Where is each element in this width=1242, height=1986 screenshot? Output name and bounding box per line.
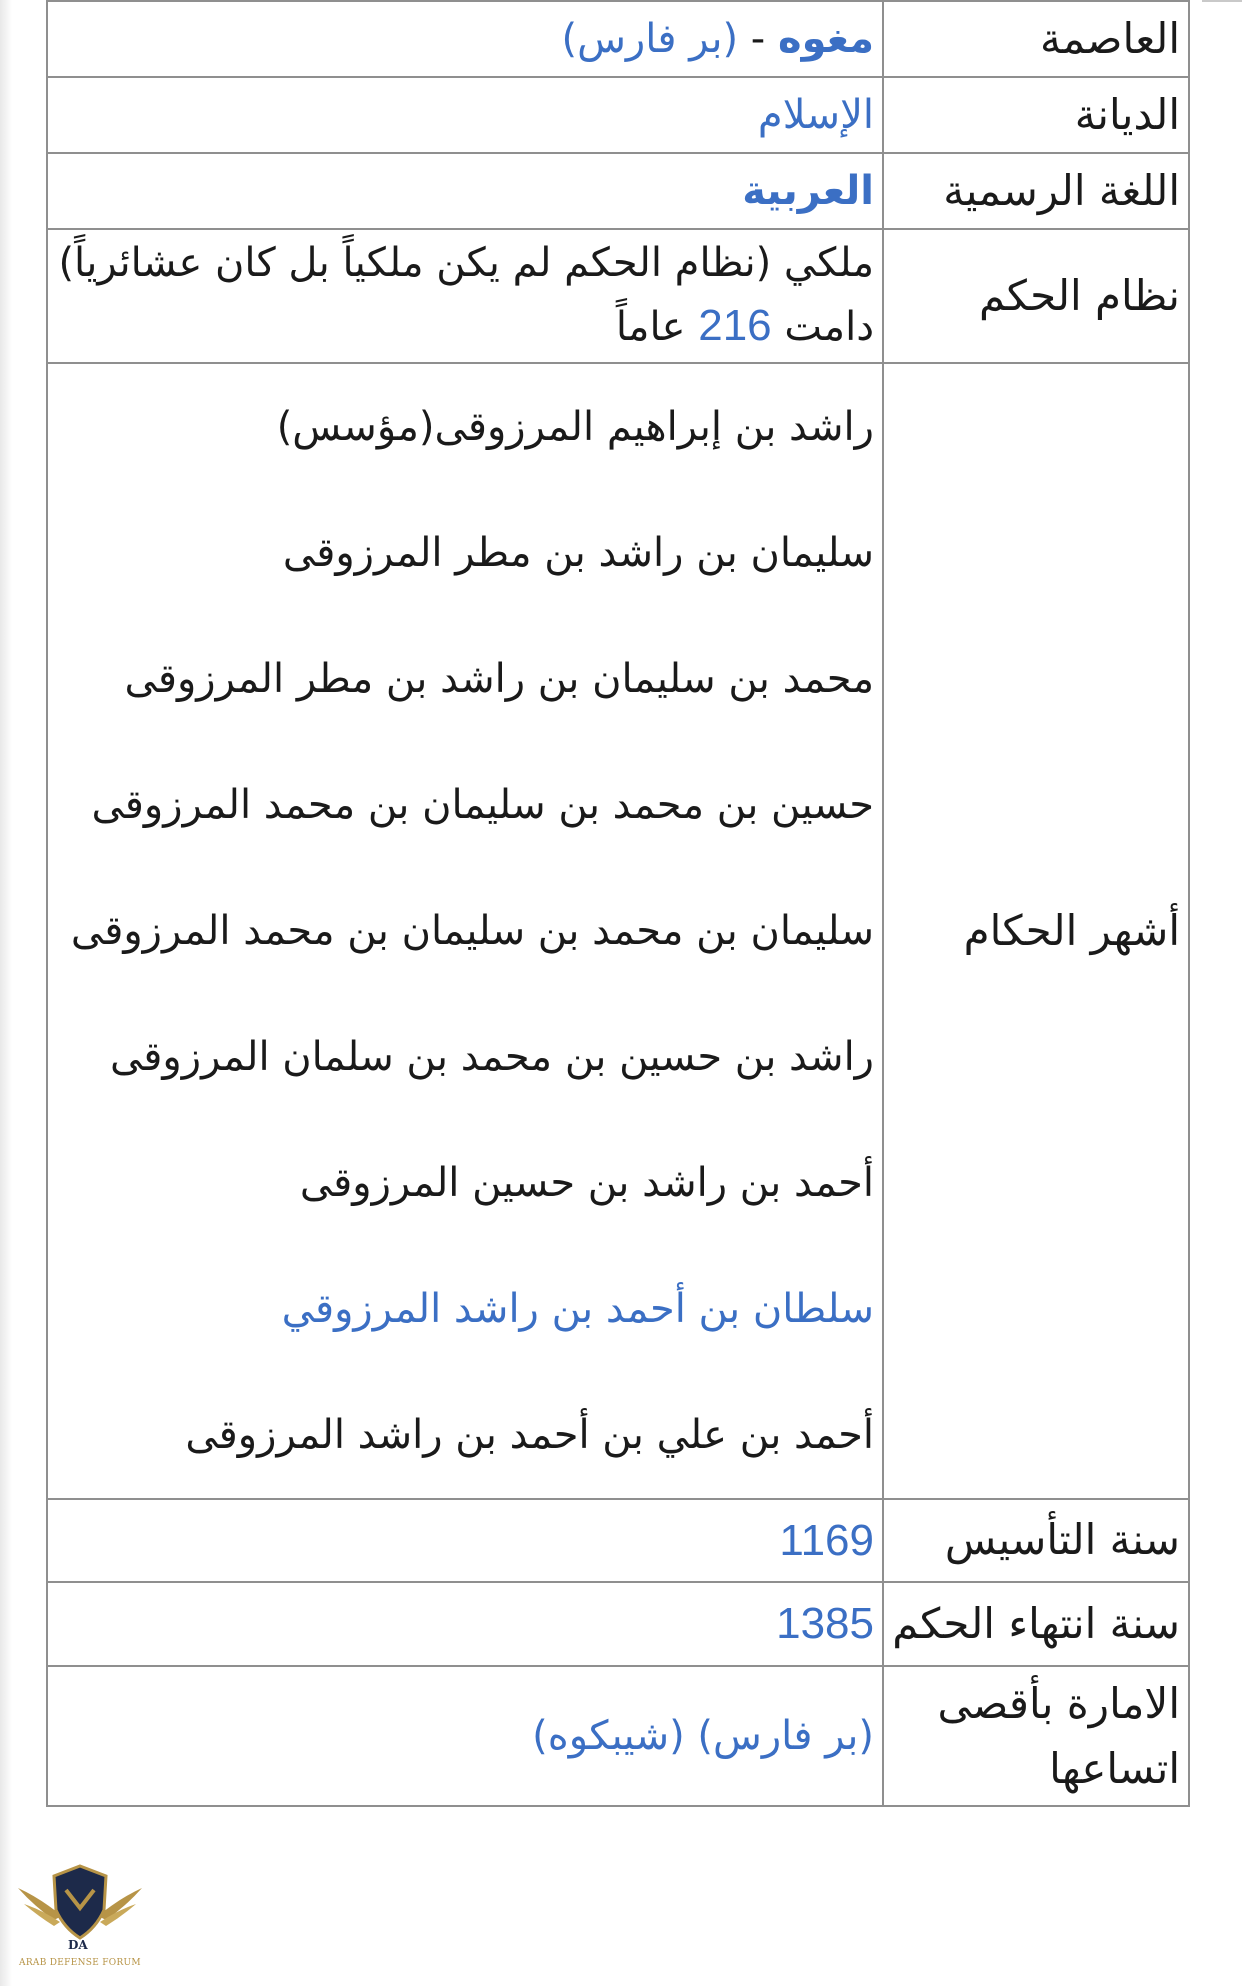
- row-language: [47, 153, 1189, 229]
- watermark-logo: [10, 1858, 150, 1976]
- label-capital: العاصمة: [883, 1, 1189, 77]
- ruler-item: حسين بن محمد بن سليمان بن محمد المرزوقى: [91, 782, 874, 828]
- row-founded: [47, 1499, 1189, 1582]
- religion-link[interactable]: الإسلام: [757, 92, 874, 138]
- page-left-edge: [0, 0, 12, 1986]
- label-ended: سنة انتهاء الحكم: [883, 1582, 1189, 1665]
- top-right-edge: [1202, 0, 1242, 12]
- infobox-table: [46, 0, 1190, 1807]
- value-rulers: [47, 363, 883, 1499]
- value-religion: [47, 77, 883, 153]
- government-duration-suffix: عاماً: [615, 304, 699, 350]
- row-rulers: [47, 363, 1189, 1499]
- label-extent-line2: اتساعها: [1049, 1743, 1180, 1793]
- ruler-item: سليمان بن محمد بن سليمان بن محمد المرزوقى: [70, 908, 874, 954]
- ruler-item: سليمان بن راشد بن مطر المرزوقى: [282, 530, 874, 576]
- extent-link[interactable]: (بر فارس) (شيبكوه): [532, 1712, 874, 1759]
- label-founded: سنة التأسيس: [883, 1499, 1189, 1582]
- watermark-badge: DA: [68, 1938, 88, 1952]
- ruler-item: أحمد بن راشد بن حسين المرزوقى: [299, 1160, 874, 1206]
- row-capital: [47, 1, 1189, 77]
- label-government: نظام الحكم: [883, 229, 1189, 363]
- watermark-caption: ARAB DEFENSE FORUM: [19, 1958, 141, 1968]
- government-duration-link[interactable]: 216: [698, 301, 772, 350]
- value-government: [47, 229, 883, 363]
- ruler-item: راشد بن حسين بن محمد بن سلمان المرزوقى: [109, 1034, 874, 1080]
- row-government: [47, 229, 1189, 363]
- label-language: اللغة الرسمية: [883, 153, 1189, 229]
- language-link[interactable]: العربية: [742, 168, 874, 214]
- label-religion: الديانة: [883, 77, 1189, 153]
- founded-year-link[interactable]: 1169: [779, 1516, 874, 1565]
- ruler-item: أحمد بن علي بن أحمد بن راشد المرزوقى: [185, 1412, 874, 1458]
- value-capital: [47, 1, 883, 77]
- value-ended: [47, 1582, 883, 1665]
- value-extent: [47, 1666, 883, 1806]
- government-line2: [60, 293, 874, 359]
- government-duration-prefix: دامت: [771, 304, 874, 350]
- label-rulers: أشهر الحكام: [883, 363, 1189, 1499]
- row-extent: [47, 1666, 1189, 1806]
- value-founded: [47, 1499, 883, 1582]
- ruler-item: راشد بن إبراهيم المرزوقى(مؤسس): [276, 404, 874, 450]
- ruler-item: محمد بن سليمان بن راشد بن مطر المرزوقى: [124, 656, 874, 702]
- value-language: [47, 153, 883, 229]
- ruler-item-link[interactable]: سلطان بن أحمد بن راشد المرزوقي: [281, 1286, 874, 1332]
- label-extent-line1: الامارة بأقصى: [937, 1678, 1180, 1728]
- row-religion: [47, 77, 1189, 153]
- government-line1: ملكي (نظام الحكم لم يكن ملكياً بل كان عشائرياً): [58, 240, 874, 286]
- ended-year-link[interactable]: 1385: [776, 1599, 874, 1649]
- capital-link[interactable]: مغوه: [777, 16, 874, 62]
- capital-region-link[interactable]: (بر فارس): [561, 16, 739, 62]
- row-ended: [47, 1582, 1189, 1665]
- capital-separator: -: [738, 16, 778, 62]
- label-extent: [883, 1666, 1189, 1806]
